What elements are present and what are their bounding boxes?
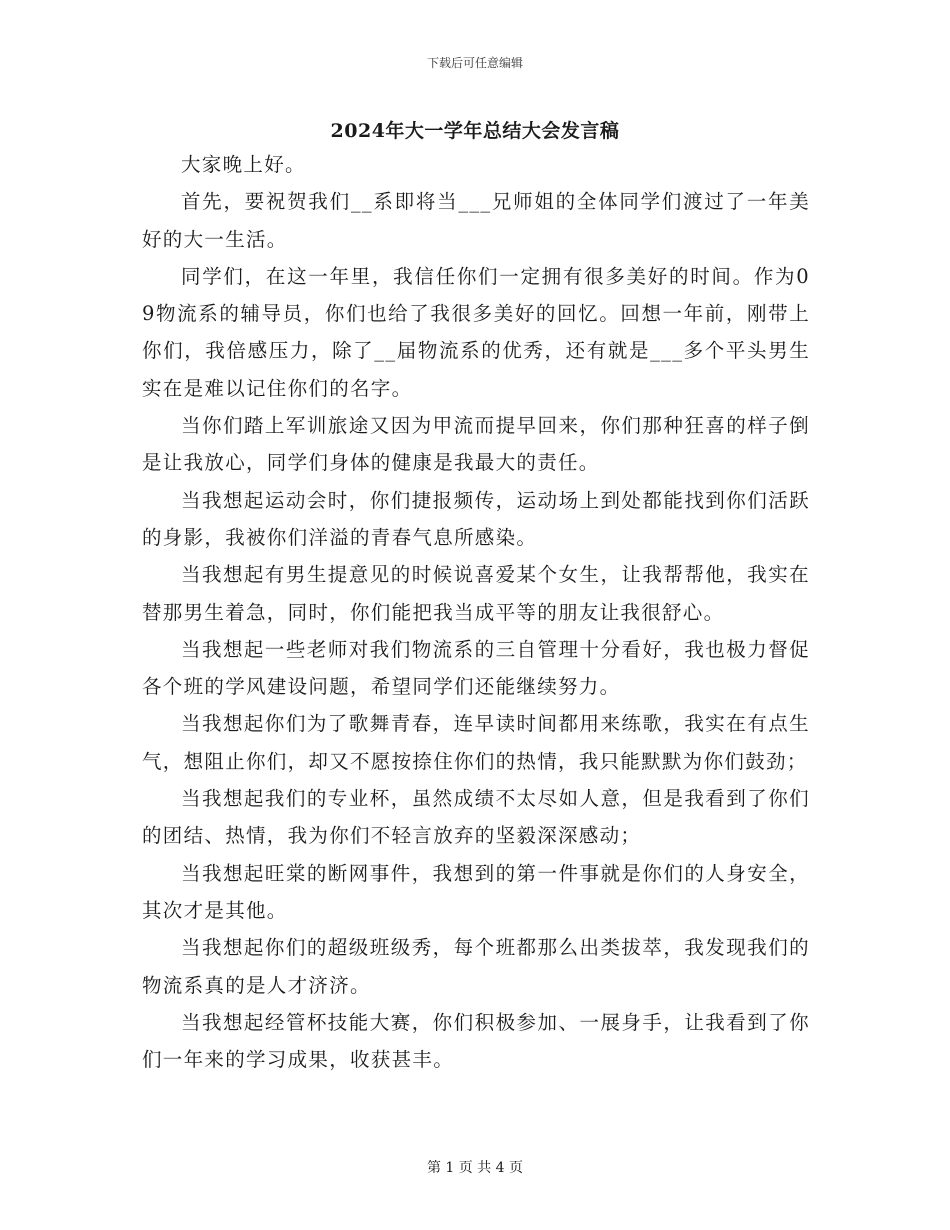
paragraph-song-dance: 当我想起你们为了歌舞青春，连早读时间都用来练歌，我实在有点生气，想阻止你们，却又不愿按捺住你们的热情，我只能默默为你们鼓劲； xyxy=(142,712,810,773)
paragraph-congratulations: 首先，要祝贺我们__系即将当___兄师姐的全体同学们渡过了一年美好的大一生活。 xyxy=(142,190,810,251)
page-number: 第 1 页 共 4 页 xyxy=(426,1160,524,1176)
paragraph-sports-meet: 当我想起运动会时，你们捷报频传，运动场上到处都能找到你们活跃的身影，我被你们洋溢的青春气息所感染。 xyxy=(142,488,810,549)
paragraph-greeting: 大家晚上好。 xyxy=(181,153,306,176)
download-note: 下载后可任意编辑 xyxy=(426,56,523,70)
paragraph-network-outage: 当我想起旺棠的断网事件，我想到的第一件事就是你们的人身安全，其次才是其他。 xyxy=(142,861,810,922)
document-title: 2024年大一学年总结大会发言稿 xyxy=(330,120,620,142)
paragraph-memories: 同学们，在这一年里，我信任你们一定拥有很多美好的时间。作为09物流系的辅导员，你们也给了我很多美好的回忆。回想一年前，刚带上你们，我倍感压力，除了__届物流系的优秀，还有就是___多个平头男生实在是难以记住你们的名字。 xyxy=(142,264,810,400)
paragraph-skills-contest: 当我想起经管杯技能大赛，你们积极参加、一展身手，让我看到了你们一年来的学习成果，收获甚丰。 xyxy=(142,1010,810,1072)
paragraph-major-cup: 当我想起我们的专业杯，虽然成绩不太尽如人意，但是我看到了你们的团结、热情，我为你们不轻言放弃的坚毅深深感动； xyxy=(142,787,810,848)
paragraph-student-advice: 当我想起有男生提意见的时候说喜爱某个女生，让我帮帮他，我实在替那男生着急，同时，你们能把我当成平等的朋友让我很舒心。 xyxy=(142,563,810,624)
paragraph-class-show: 当我想起你们的超级班级秀，每个班都那么出类拔萃，我发现我们的物流系真的是人才济济。 xyxy=(142,936,810,997)
document-body xyxy=(142,146,810,1078)
paragraph-military-training: 当你们踏上军训旅途又因为甲流而提早回来，你们那种狂喜的样子倒是让我放心，同学们身体的健康是我最大的责任。 xyxy=(142,414,810,475)
paragraph-self-management: 当我想起一些老师对我们物流系的三自管理十分看好，我也极力督促各个班的学风建设问题，希望同学们还能继续努力。 xyxy=(142,637,810,699)
